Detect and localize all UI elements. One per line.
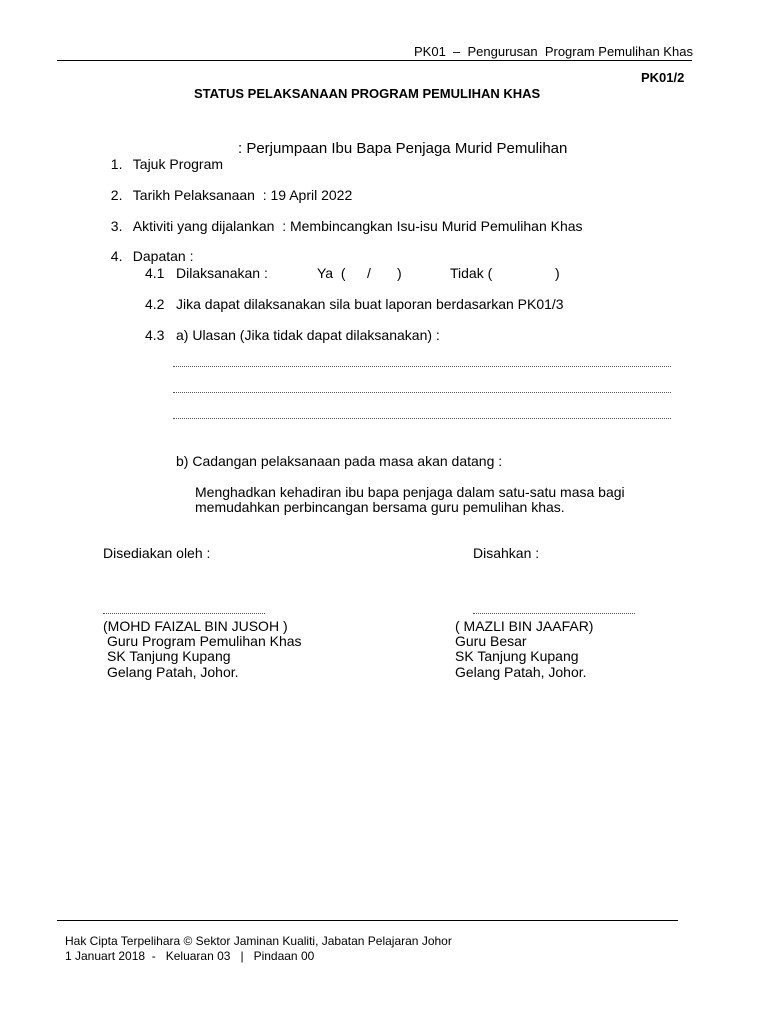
subitem-4-3-number: 4.3 (145, 327, 165, 343)
item-1 (103, 143, 223, 171)
prepared-signature-line (103, 613, 265, 614)
prepared-by-label: Disediakan oleh : (103, 545, 211, 561)
footer-edition: 1 Januart 2018 - Keluaran 03 | Pindaan 00 (65, 949, 315, 963)
tidak-option-label: Tidak ( (450, 265, 493, 281)
item-3-text: Aktiviti yang dijalankan : Membincangkan Isu-isu Murid Pemulihan Khas (132, 218, 583, 234)
approved-by-label: Disahkan : (473, 545, 540, 561)
header-rule (57, 60, 692, 61)
form-code: PK01/2 (641, 70, 685, 85)
subitem-4-1-label: Dilaksanakan : (176, 265, 268, 281)
prepared-school: SK Tanjung Kupang (107, 648, 231, 664)
prepared-name: (MOHD FAIZAL BIN JUSOH ) (103, 618, 288, 634)
cadangan-text-line-2: memudahkan perbincangan bersama guru pemulihan khas. (195, 499, 565, 515)
ya-checkmark: / (367, 265, 371, 281)
item-3-number: 3. (110, 218, 123, 234)
ulasan-line (173, 392, 671, 393)
subitem-4-2-text: Jika dapat dilaksanakan sila buat laporan berdasarkan PK01/3 (176, 296, 564, 312)
running-title: PK01 – Pengurusan Program Pemulihan Khas (414, 44, 693, 59)
approved-role: Guru Besar (455, 633, 527, 649)
item-1-label: Tajuk Program (132, 156, 224, 172)
ulasan-line (173, 366, 671, 367)
subitem-4-2-number: 4.2 (145, 296, 165, 312)
item-1-number: 1. (110, 156, 123, 172)
subitem-4-3-text: a) Ulasan (Jika tidak dapat dilaksanakan) : (176, 327, 440, 343)
item-2-text: Tarikh Pelaksanaan : 19 April 2022 (132, 187, 353, 203)
ya-option-close: ) (397, 265, 402, 281)
document-title: STATUS PELAKSANAAN PROGRAM PEMULIHAN KHAS (194, 86, 541, 101)
prepared-place: Gelang Patah, Johor. (107, 664, 239, 680)
item-4 (103, 235, 194, 263)
item-1-value: : Perjumpaan Ibu Bapa Penjaga Murid Pemulihan (238, 140, 568, 157)
item-4-text: Dapatan : (132, 248, 194, 264)
item-2 (103, 174, 352, 202)
footer-rule (57, 920, 678, 921)
cadangan-label: b) Cadangan pelaksanaan pada masa akan datang : (176, 453, 503, 469)
item-2-number: 2. (110, 187, 123, 203)
tidak-option-close: ) (555, 265, 560, 281)
approved-signature-line (473, 613, 635, 614)
prepared-role: Guru Program Pemulihan Khas (107, 633, 302, 649)
subitem-4-1-number: 4.1 (145, 265, 165, 281)
footer-copyright: Hak Cipta Terpelihara © Sektor Jaminan Kualiti, Jabatan Pelajaran Johor (65, 934, 452, 948)
approved-place: Gelang Patah, Johor. (455, 664, 587, 680)
ulasan-line (173, 418, 671, 419)
approved-name: ( MAZLI BIN JAAFAR) (455, 618, 594, 634)
item-3 (103, 205, 583, 233)
ya-option-label: Ya ( (317, 265, 346, 281)
cadangan-text-line-1: Menghadkan kehadiran ibu bapa penjaga dalam satu-satu masa bagi (195, 484, 625, 500)
approved-school: SK Tanjung Kupang (455, 648, 579, 664)
item-4-number: 4. (110, 248, 123, 264)
